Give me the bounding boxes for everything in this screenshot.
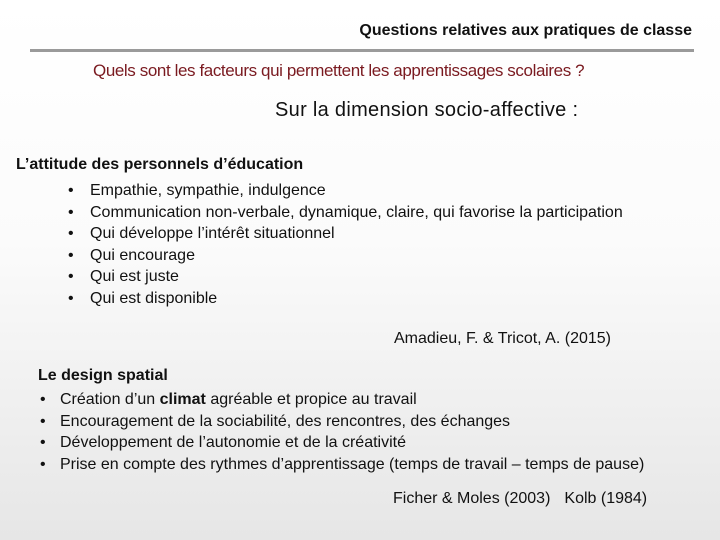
list-item xyxy=(68,180,623,202)
list-item xyxy=(68,245,623,267)
list-item-text: Prise en compte des rythmes d’apprentissage (temps de travail – temps de pause) xyxy=(60,455,645,473)
bullet-icon: • xyxy=(40,391,46,408)
header-title: Questions relatives aux pratiques de classe xyxy=(359,22,692,39)
block-title-design-spatial: Le design spatial xyxy=(38,367,168,384)
bullet-icon: • xyxy=(68,246,74,264)
list-item xyxy=(68,266,623,288)
list-item-text: Encouragement de la sociabilité, des rencontres, des échanges xyxy=(60,412,511,430)
list-item-text: agréable et propice au travail xyxy=(205,391,417,408)
list-item xyxy=(68,223,623,245)
list-item xyxy=(68,288,623,310)
list-item-text: Qui est juste xyxy=(90,268,179,286)
bullet-icon: • xyxy=(40,455,46,473)
citation-references xyxy=(393,490,647,508)
list-item-text: Qui encourage xyxy=(90,246,195,264)
slide-subtitle: Quels sont les facteurs qui permettent les apprentissages scolaires ? xyxy=(93,61,585,80)
list-item-text: Empathie, sympathie, indulgence xyxy=(90,182,326,199)
list-item-text: Communication non-verbale, dynamique, claire, qui favorise la participation xyxy=(90,203,623,221)
bullet-icon: • xyxy=(68,203,74,221)
attitude-bullet-list xyxy=(68,180,623,310)
list-item-text: Qui est disponible xyxy=(90,289,218,307)
list-item-text: Création d’un xyxy=(60,391,160,408)
bullet-icon: • xyxy=(40,434,46,452)
bullet-icon: • xyxy=(68,182,74,199)
citation-ficher-moles: Ficher & Moles (2003) xyxy=(393,490,551,507)
bullet-icon: • xyxy=(68,268,74,286)
list-item xyxy=(40,389,644,411)
design-bullet-list xyxy=(40,389,644,475)
list-item xyxy=(68,202,623,224)
section-title: Sur la dimension socio-affective : xyxy=(275,99,579,121)
header-divider xyxy=(30,49,694,52)
list-item-text: Qui développe l’intérêt situationnel xyxy=(90,225,335,243)
citation-amadieu-tricot: Amadieu, F. & Tricot, A. (2015) xyxy=(394,330,611,347)
list-item xyxy=(40,432,644,454)
block-title-attitude: L’attitude des personnels d’éducation xyxy=(16,156,304,173)
bullet-icon: • xyxy=(68,289,74,307)
list-item xyxy=(40,454,644,476)
bullet-icon: • xyxy=(40,412,46,430)
bullet-icon: • xyxy=(68,225,74,243)
list-item-text: Développement de l’autonomie et de la créativité xyxy=(60,434,406,452)
emphasis-text: climat xyxy=(159,391,206,408)
citation-kolb: Kolb (1984) xyxy=(564,490,648,507)
list-item xyxy=(40,411,644,433)
